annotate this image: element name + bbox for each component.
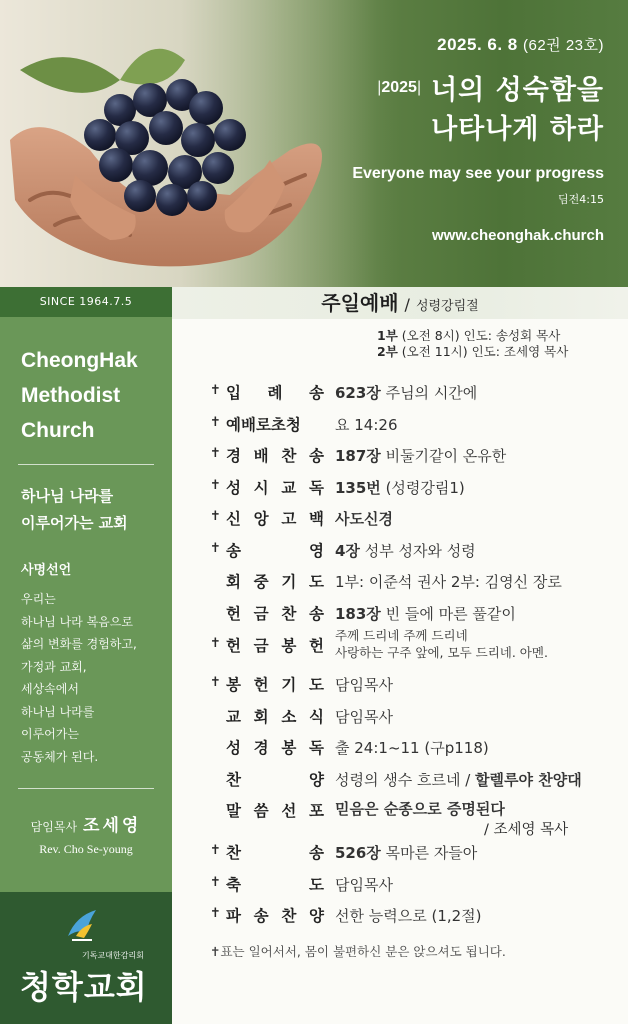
standing-mark: ✝ [210,446,221,461]
hymn-number: 526장 [335,844,381,862]
church-english-name [21,343,172,448]
service-time-1 [377,328,628,344]
dove-logo-icon [62,906,102,946]
order-row-prayer [172,563,628,595]
order-text: 요 14:26 [335,415,398,434]
theme-english: Everyone may see your progress [352,165,604,182]
standing-mark: ✝ [210,843,221,858]
hymn-number: 183장 [335,604,381,623]
order-label: 헌 금 찬 송 [226,604,324,623]
order-row-benediction [172,866,628,898]
theme-row [352,71,604,149]
part-label: 2부 [377,344,398,359]
order-label: 봉 헌 기 도 [226,676,324,694]
preacher-name: / 조세영 목사 [484,822,569,838]
header-text [352,34,604,244]
standing-mark: ✝ [210,477,221,493]
order-text: 주님의 시간에 [380,384,478,402]
divider [18,464,154,465]
denomination-label: 기독교대한감리회 [82,951,144,960]
order-value [335,382,477,403]
order-text: 성부 성자와 성령 [359,541,476,560]
order-value [335,508,393,529]
order-label: 송 영 [226,541,324,560]
mission-line: 가정과 교회, [21,659,87,674]
order-value [335,874,393,895]
church-url[interactable]: www.cheonghak.church [432,227,604,244]
issue-number: (62권 23호) [522,37,604,54]
order-label: 교 회 소 식 [226,707,324,726]
worship-order-panel [172,287,628,1024]
order-row-scripture-reading [172,729,628,761]
order-row-responsive-reading [172,469,628,501]
order-value [335,477,465,498]
order-label: 예배로초청 [226,415,301,434]
order-value [335,445,506,466]
order-value [335,674,393,695]
bulletin-header [0,0,628,287]
order-value [335,842,477,863]
standing-mark: ✝ [210,383,221,398]
order-value [335,706,393,727]
order-row-creed [172,500,628,532]
order-label: 경 배 찬 송 [226,447,324,465]
hymn-number: 623장 [335,384,381,402]
order-text: 성령의 생수 흐르네 / [335,770,476,789]
theme-title [431,71,604,149]
order-value [335,540,476,561]
reading-number: 135번 [335,478,381,497]
verse-reference: 딤전4:15 [558,193,604,206]
church-en-line: CheongHak [21,349,138,372]
separator: / [404,295,410,314]
time-detail: (오전 11시) 인도: 조세영 목사 [401,344,569,359]
grapes-in-hands-photo [0,0,400,287]
order-row-sermon [172,792,628,838]
order-text: 비둘기같이 온유한 [380,447,507,465]
order-label: 헌 금 봉 헌 [226,637,324,655]
order-value [335,414,398,435]
hymn-number: 187장 [335,447,381,465]
order-label: 신 앙 고 백 [226,510,324,528]
mission-title: 사명선언 [21,563,72,578]
creed-name: 사도신경 [335,510,393,528]
order-row-anthem [172,761,628,793]
order-value [335,627,548,661]
mission-line: 삶의 변화를 경험하고, [21,637,137,651]
mission-line: 이루어가는 [21,727,79,741]
choir-name: 할렐루야 찬양대 [475,770,582,789]
order-of-worship [172,374,628,929]
standing-mark: ✝ [210,675,221,690]
service-title: 주일예배 [321,291,399,315]
order-label: 찬 송 [226,844,324,862]
order-text: 목마른 자들아 [380,844,478,862]
time-detail: (오전 8시) 인도: 송성회 목사 [401,328,561,343]
order-text: (성령강림1) [380,478,465,497]
pastor-name: 조세영 [83,816,142,836]
church-motto [21,483,172,537]
standing-mark: ✝ [210,414,221,430]
service-title-band [172,287,628,319]
pastor-title: 담임목사 [30,820,78,834]
order-label: 성 경 봉 독 [226,739,324,757]
church-en-line: Methodist [21,384,121,407]
standing-mark: ✝ [210,874,221,890]
order-row-call-to-worship [172,406,628,438]
order-row-offering-prayer [172,666,628,698]
church-korean-name: 청학교회 [20,968,148,1006]
standing-mark: ✝ [210,540,221,556]
sermon-title: 믿음은 순종으로 증명된다 [335,800,505,818]
standing-mark: ✝ [210,509,221,524]
mission-line: 우리는 [21,592,56,606]
order-text: 빈 들에 마른 풀같이 [380,604,516,623]
order-row-closing-hymn [172,834,628,866]
motto-line: 하나님 나라를 [21,487,114,505]
date-text: 2025. 6. 8 [437,35,518,54]
pastor-line [0,811,172,836]
service-times [172,328,628,360]
standing-mark: ✝ [210,636,221,651]
order-text: 담임목사 [335,676,393,694]
sidebar [0,287,172,1024]
order-text: 1부: 이준석 권사 2부: 김영신 장로 [335,573,562,591]
order-text: 담임목사 [335,707,393,726]
standing-mark: ✝ [210,944,221,959]
order-row-offering-hymn [172,595,628,627]
hymn-number: 4장 [335,541,360,560]
mission-statement [0,588,172,768]
order-value [335,737,489,758]
year-tag: |2025| [377,79,422,96]
order-label: 찬 양 [226,770,324,789]
order-value [335,799,505,819]
theme-line-2: 나타나게 하라 [431,114,604,145]
church-logo-area [0,892,172,1024]
mission-line: 하나님 나라 복음으로 [21,614,133,629]
mission-line: 하나님 나라를 [21,704,95,719]
church-en-line: Church [21,419,95,442]
order-label: 회 중 기 도 [226,573,324,591]
order-row-announcements [172,698,628,730]
order-label: 축 도 [226,875,324,894]
since-band: SINCE 1964.7.5 [0,287,172,317]
standing-mark: ✝ [210,906,221,921]
order-label: 파 송 찬 양 [226,907,324,925]
order-row-doxology [172,532,628,564]
order-value [335,905,482,926]
order-label: 입 례 송 [226,384,324,402]
order-label: 성 시 교 독 [226,478,324,497]
order-label: 말 씀 선 포 [226,802,324,820]
theme-line-1: 너의 성숙함을 [431,75,604,106]
footnote-text: 표는 일어서서, 몸이 불편하신 분은 앉으셔도 됩니다. [220,944,506,959]
offering-line-2: 사랑하는 구주 앞에, 모두 드리네. 아멘. [335,645,548,660]
order-value [335,603,516,624]
bulletin-date [352,34,604,55]
order-row-sending-hymn [172,897,628,929]
service-time-2 [377,344,628,360]
divider [18,788,154,789]
order-value [335,769,582,790]
service-subtitle: 성령강림절 [415,299,479,314]
order-text: 선한 능력으로 (1,2절) [335,907,482,925]
offering-line-1: 주께 드리네 주께 드리네 [335,628,468,643]
year-text: 2025 [381,79,417,96]
pastor-english-name: Rev. Cho Se-young [39,842,133,856]
pastor-info [0,811,172,857]
part-label: 1부 [377,328,398,343]
order-row-offering [172,626,628,666]
order-row-praise-hymn [172,437,628,469]
order-value [335,571,562,592]
motto-line: 이루어가는 교회 [21,514,128,532]
mission-line: 공동체가 된다. [21,749,99,764]
order-text: 출 24:1~11 (구p118) [335,739,489,757]
order-row-entrance-hymn [172,374,628,406]
order-text: 담임목사 [335,875,393,894]
footnote [210,942,506,960]
mission-line: 세상속에서 [21,682,79,696]
